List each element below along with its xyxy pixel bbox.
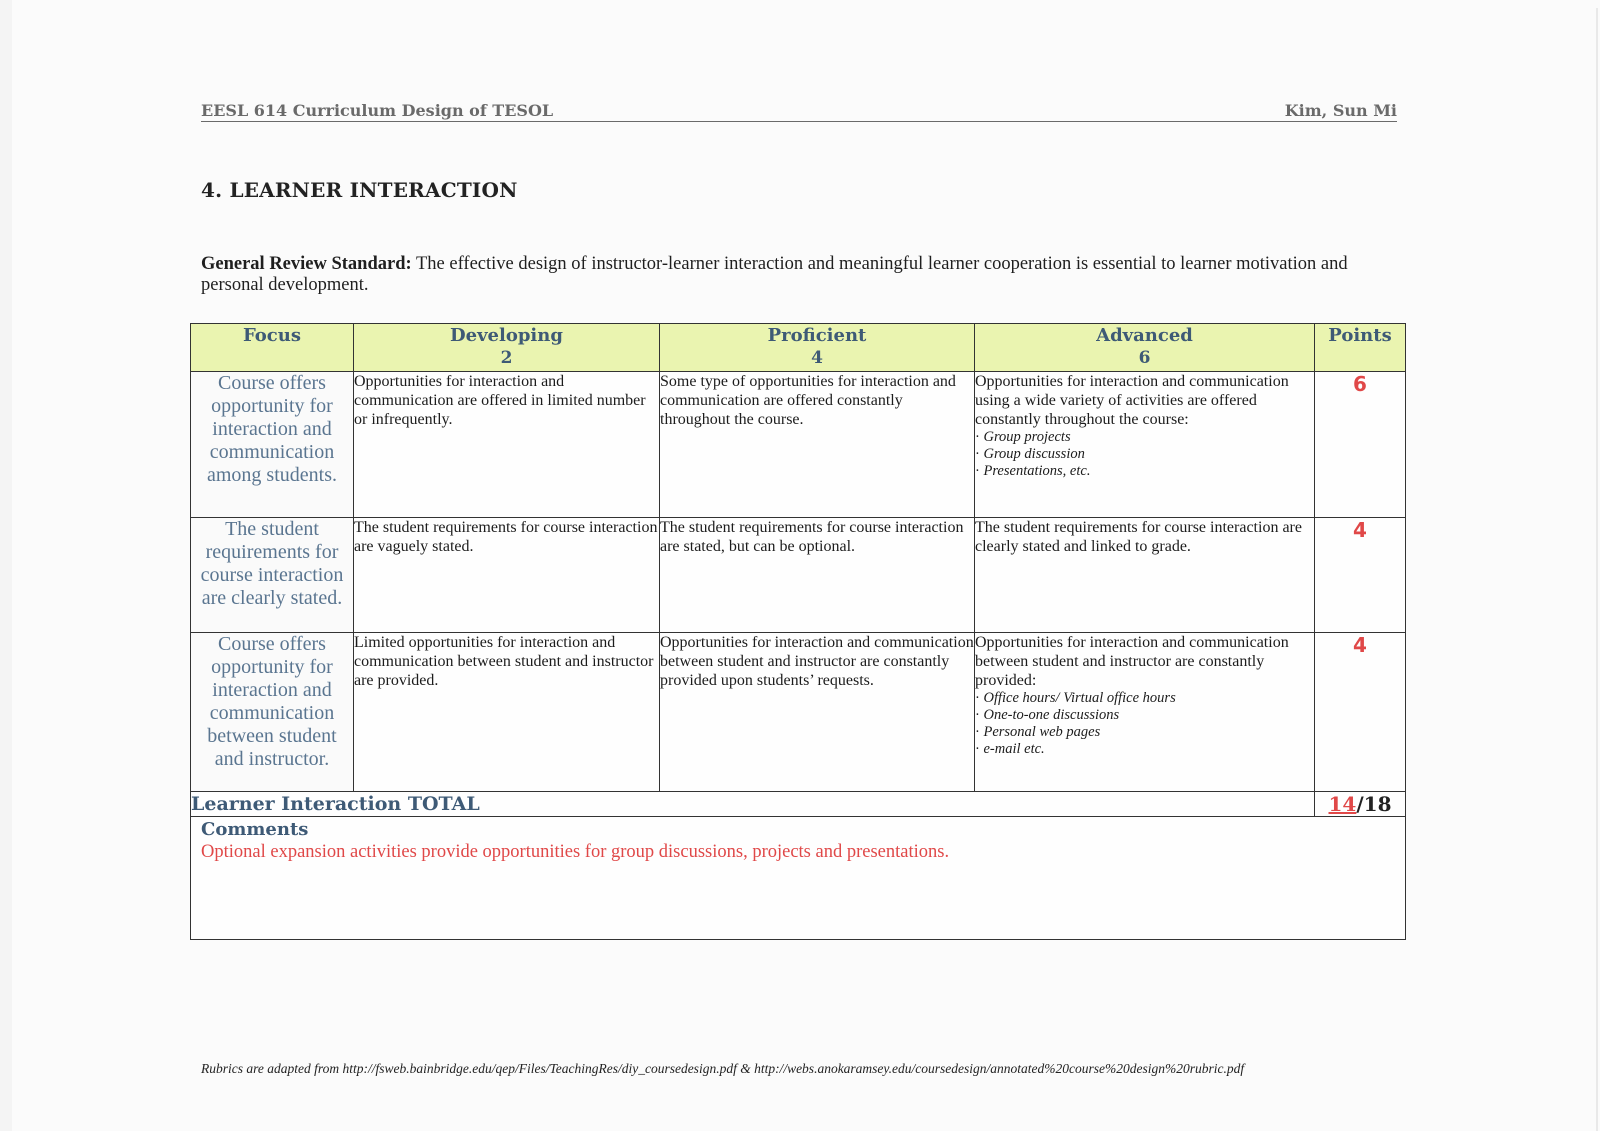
advanced-list <box>975 690 1314 758</box>
course-title: EESL 614 Curriculum Design of TESOL <box>201 101 554 120</box>
table-row <box>191 372 1406 518</box>
review-standard-label: General Review Standard: <box>201 254 412 274</box>
list-item: · Group projects <box>975 429 1314 446</box>
advanced-list <box>975 429 1314 480</box>
column-header-advanced: Advanced 6 <box>975 324 1315 372</box>
developing-score: 2 <box>500 348 513 368</box>
advanced-text: Opportunities for interaction and communication between student and instructor are constantly provided: <box>975 634 1289 689</box>
score-separator: / <box>1356 792 1364 816</box>
focus-cell: The student requirements for course interaction are clearly stated. <box>191 518 354 633</box>
column-header-focus: Focus <box>191 324 354 372</box>
rubric-header-row <box>191 324 1406 372</box>
proficient-cell: Opportunities for interaction and communication between student and instructor are constantly provided upon students’ requests. <box>660 633 975 792</box>
page-edge-right <box>1596 8 1598 1131</box>
developing-cell: The student requirements for course interaction are vaguely stated. <box>354 518 660 633</box>
list-item: · Office hours/ Virtual office hours <box>975 690 1314 707</box>
proficient-cell: The student requirements for course interaction are stated, but can be optional. <box>660 518 975 633</box>
focus-cell: Course offers opportunity for interaction and communication among students. <box>191 372 354 518</box>
points-cell: 4 <box>1315 633 1406 792</box>
list-item: · e-mail etc. <box>975 741 1314 758</box>
review-standard-text: The effective design of instructor-learner interaction and meaningful learner cooperation is essential to learner motivation and personal development. <box>201 254 1348 295</box>
section-title: 4. LEARNER INTERACTION <box>201 178 518 202</box>
column-header-points: Points <box>1315 324 1406 372</box>
total-label: Learner Interaction TOTAL <box>191 792 1315 817</box>
footer-note: Rubrics are adapted from http://fsweb.bainbridge.edu/qep/Files/TeachingRes/diy_coursedesign.pdf & http://webs.anokaramsey.edu/coursedesign/annotated%20course%20design%20rubric.pdf <box>201 1061 1245 1076</box>
author-name: Kim, Sun Mi <box>1284 101 1397 120</box>
list-item: · Group discussion <box>975 446 1314 463</box>
table-row <box>191 633 1406 792</box>
page-header <box>201 99 1397 122</box>
comments-label: Comments <box>201 819 309 840</box>
focus-cell: Course offers opportunity for interaction and communication between student and instructor. <box>191 633 354 792</box>
developing-cell: Limited opportunities for interaction and communication between student and instructor are provided. <box>354 633 660 792</box>
advanced-text: Opportunities for interaction and communication using a wide variety of activities are offered constantly throughout the course: <box>975 373 1289 428</box>
points-cell: 6 <box>1315 372 1406 518</box>
total-score <box>1315 792 1406 817</box>
column-header-proficient: Proficient 4 <box>660 324 975 372</box>
advanced-cell <box>975 633 1315 792</box>
list-item: · Presentations, etc. <box>975 463 1314 480</box>
rubric-table <box>190 323 1406 940</box>
list-item: · One-to-one discussions <box>975 707 1314 724</box>
advanced-cell: The student requirements for course interaction are clearly stated and linked to grade. <box>975 518 1315 633</box>
column-header-developing: Developing 2 <box>354 324 660 372</box>
developing-cell: Opportunities for interaction and communication are offered in limited number or infrequently. <box>354 372 660 518</box>
total-row <box>191 792 1406 817</box>
list-item: · Personal web pages <box>975 724 1314 741</box>
comments-text: Optional expansion activities provide opportunities for group discussions, projects and presentations. <box>201 842 950 862</box>
comments-row <box>191 817 1406 940</box>
proficient-cell: Some type of opportunities for interaction and communication are offered constantly throughout the course. <box>660 372 975 518</box>
page-edge <box>0 0 12 1131</box>
proficient-score: 4 <box>811 348 823 368</box>
earned-points: 14 <box>1328 792 1357 816</box>
advanced-cell <box>975 372 1315 518</box>
possible-points: 18 <box>1363 792 1392 816</box>
general-review-standard <box>201 254 1371 296</box>
comments-cell <box>191 817 1406 940</box>
advanced-score: 6 <box>1138 348 1151 368</box>
points-cell: 4 <box>1315 518 1406 633</box>
table-row <box>191 518 1406 633</box>
